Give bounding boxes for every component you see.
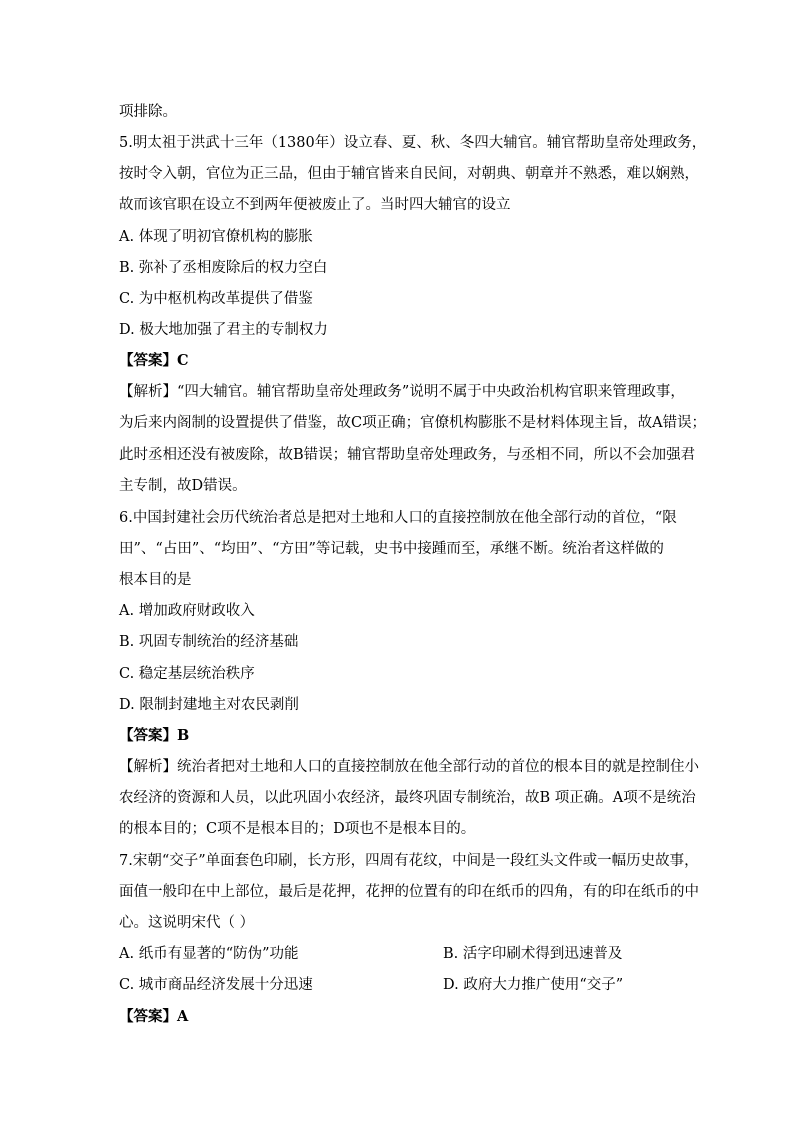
option-b: B. 巩固专制统治的经济基础 <box>119 634 299 650</box>
option-d: D. 限制封建地主对农民剥削 <box>119 697 299 713</box>
option-c: C. 稳定基层统治秩序 <box>119 666 255 682</box>
option-row <box>119 944 679 964</box>
text-line: 心。这说明宋代（ ） <box>119 915 255 931</box>
text-line: 面值一般印在中上部位，最后是花押，花押的位置有的印在纸币的四角，有的印在纸币的中 <box>119 884 699 900</box>
question-5-stem: 5.明太祖于洪武十三年（1380年）设立春、夏、秋、冬四大辅官。辅官帮助皇帝处理政务， <box>119 135 707 151</box>
answer-label: 【答案】B <box>119 727 190 744</box>
option-a: A. 纸币有显著的“防伪”功能 <box>119 946 299 962</box>
text-line: 农经济的资源和人员，以此巩固小农经济，最终巩固专制统治，故B 项正确。A项不是统治 <box>119 790 696 806</box>
text-line: 主专制，故D错误。 <box>119 478 247 494</box>
text-line: 根本目的是 <box>119 572 192 588</box>
text-line: 按时令入朝，官位为正三品，但由于辅官皆来自民间，对朝典、朝章并不熟悉，难以娴熟， <box>119 166 699 182</box>
option-b: B. 活字印刷术得到迅速普及 <box>443 946 623 962</box>
option-a: A. 体现了明初官僚机构的膨胀 <box>119 229 313 245</box>
analysis-text: 【解析】“四大辅官。辅官帮助皇帝处理政务”说明不属于中央政治机构官职来管理政事， <box>119 384 685 400</box>
option-c: C. 城市商品经济发展十分迅速 <box>119 977 313 993</box>
answer-label: 【答案】C <box>119 352 189 369</box>
question-7-stem: 7.宋朝“交子”单面套色印刷，长方形，四周有花纹，中间是一段红头文件或一幅历史故事， <box>119 853 699 869</box>
option-row <box>119 975 679 995</box>
option-d: D. 极大地加强了君主的专制权力 <box>119 322 328 338</box>
text-line: 项排除。 <box>119 104 177 120</box>
text-line: 故而该官职在设立不到两年便被废止了。当时四大辅官的设立 <box>119 197 511 213</box>
question-6-stem: 6.中国封建社会历代统治者总是把对土地和人口的直接控制放在他全部行动的首位，“限 <box>119 510 677 526</box>
analysis-text: 【解析】统治者把对土地和人口的直接控制放在他全部行动的首位的根本目的就是控制住小 <box>119 759 699 775</box>
answer-label: 【答案】A <box>119 1008 189 1025</box>
option-d: D. 政府大力推广使用“交子” <box>443 977 624 993</box>
text-line: 的根本目的；C项不是根本目的；D项也不是根本目的。 <box>119 821 476 837</box>
option-b: B. 弥补了丞相废除后的权力空白 <box>119 260 328 276</box>
option-a: A. 增加政府财政收入 <box>119 603 255 619</box>
option-c: C. 为中枢机构改革提供了借鉴 <box>119 291 313 307</box>
text-line: 此时丞相还没有被废除，故B错误；辅官帮助皇帝处理政务，与丞相不同，所以不会加强君 <box>119 447 696 463</box>
text-line: 为后来内阁制的设置提供了借鉴，故C项正确；官僚机构膨胀不是材料体现主旨，故A错误； <box>119 415 707 431</box>
text-line: 田”、“占田”、“均田”、“方田”等记载，史书中接踵而至，承继不断。统治者这样做的 <box>119 541 664 557</box>
